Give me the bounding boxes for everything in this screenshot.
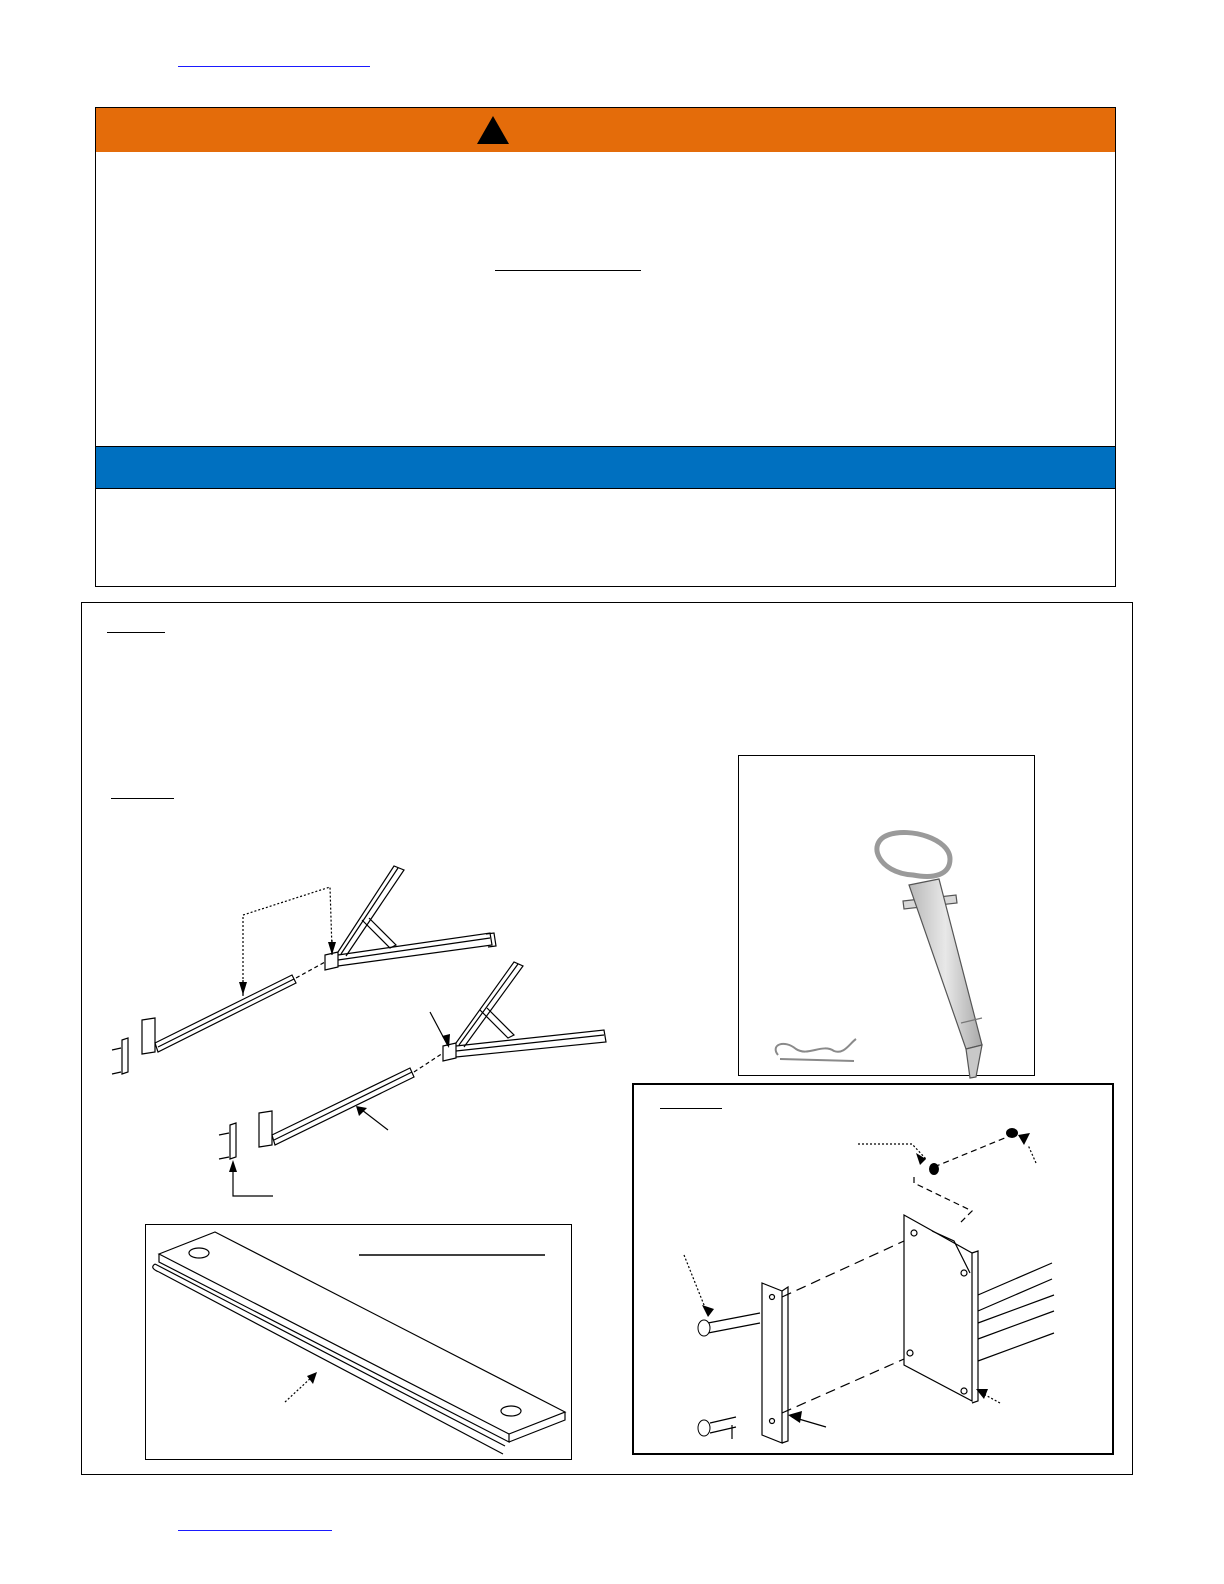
callout-leader-bracket [233,1164,273,1196]
pin-shaft [909,879,982,1049]
bar-plate-front [159,1254,509,1442]
callout-leader-dotted [858,1144,926,1159]
callout-leader-dotted [1028,1145,1036,1163]
pin-tip [966,1045,982,1078]
bolt-axis-dash [934,1135,1012,1167]
upper-bolt [112,1048,121,1050]
callout-leader-dotted [285,1376,313,1402]
arrowhead [229,1160,237,1172]
plate-bolts-drawing [632,1083,1114,1455]
callout-leader-dotted [243,887,332,995]
upper-frame-rail-edge [338,938,490,960]
lower-frame-upright-edge [459,964,518,1045]
bolt-shank [708,1313,760,1333]
bar-rod [155,1264,505,1454]
bolt-head [698,1320,710,1336]
lower-frame-rail [456,1030,606,1057]
clamp-plate-edge [782,1287,788,1443]
lower-frame-brace [480,1008,514,1038]
upper-frame-brace [362,918,396,948]
upper-arm-tube-edge [158,979,294,1047]
bolt-axis-bracket [914,1177,972,1223]
bar-plate-hole [501,1406,521,1416]
upper-frame-upright-edge [341,868,398,954]
bolt-head [698,1420,710,1436]
bar-plate-hole [189,1248,209,1258]
hex-nut [1006,1128,1018,1138]
bolt-axis-dash [782,1359,904,1413]
callout-arrow-diagonal [362,1110,388,1130]
hitch-pin-drawing [738,755,1035,1076]
bolt-axis-dash [782,1241,904,1297]
pin-ring [877,832,950,876]
lower-arm-tube-edge [274,1072,412,1140]
hair-clip [776,1039,856,1061]
bar-plate-drawing [145,1224,572,1460]
arrowhead [356,1106,367,1116]
backing-plate [904,1215,972,1401]
lock-washer [929,1163,939,1175]
arrowhead [307,1372,317,1384]
arrowhead [916,1153,926,1165]
upper-arm-mount-plate [142,1018,155,1054]
tube-lower [978,1295,1054,1361]
lower-bolt [219,1157,229,1159]
backing-plate-edge [972,1251,978,1403]
lower-frame-socket [443,1043,456,1061]
arrowhead [1018,1133,1030,1145]
bar-plate-side [509,1412,565,1442]
footer-link-underline[interactable] [178,1530,332,1531]
axis-dash [414,1053,443,1072]
upper-arm-clamp-plate [122,1038,128,1074]
bar-plate-top [159,1232,565,1434]
lower-arm-clamp-plate [230,1123,236,1159]
lower-bolt [219,1133,229,1135]
arrowhead [788,1411,802,1423]
upper-bolt [112,1072,121,1074]
upper-frame-rail [338,933,492,966]
axis-dash [296,962,325,978]
lower-arm-mount-plate [259,1111,272,1147]
arrowhead [702,1305,714,1317]
arrowhead [239,982,247,995]
tube-upper [978,1263,1052,1311]
